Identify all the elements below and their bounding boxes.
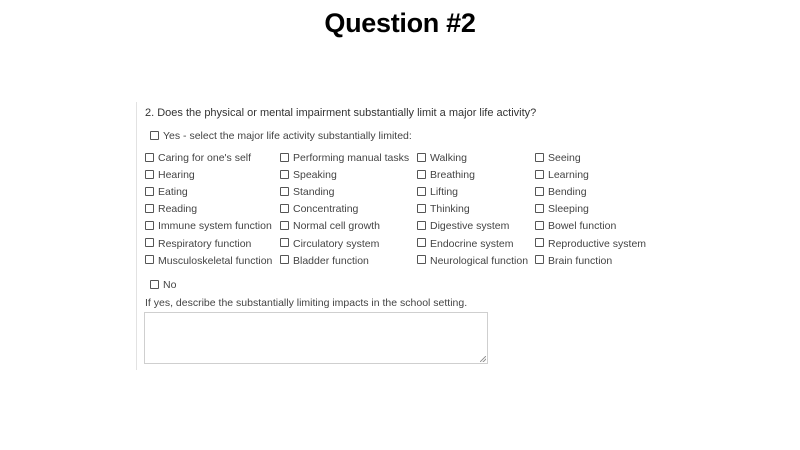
activity-checkbox[interactable]	[145, 204, 154, 213]
activity-checkbox[interactable]	[535, 170, 544, 179]
activity-checkbox[interactable]	[145, 238, 154, 247]
activity-label: Endocrine system	[430, 237, 514, 250]
activity-checkbox[interactable]	[280, 187, 289, 196]
yes-checkbox[interactable]	[150, 131, 159, 140]
describe-label: If yes, describe the substantially limiting impacts in the school setting.	[145, 297, 468, 309]
activity-checkbox[interactable]	[280, 170, 289, 179]
slide-title: Question #2	[324, 8, 476, 38]
activity-label: Breathing	[430, 169, 475, 182]
activity-checkbox[interactable]	[280, 221, 289, 230]
activity-option[interactable]	[535, 168, 589, 182]
activity-option[interactable]	[280, 202, 358, 216]
activity-option[interactable]	[535, 202, 589, 216]
activity-checkbox[interactable]	[417, 204, 426, 213]
activity-label: Lifting	[430, 186, 459, 199]
activity-label: Walking	[430, 152, 467, 164]
question-text: 2. Does the physical or mental impairment substantially limit a major life activity?	[145, 107, 537, 119]
activity-option[interactable]	[145, 202, 197, 216]
activity-checkbox[interactable]	[535, 187, 544, 196]
activity-label: Eating	[158, 186, 188, 199]
activity-label: Thinking	[430, 203, 470, 216]
activity-option[interactable]	[417, 219, 509, 233]
activity-option[interactable]	[145, 219, 272, 233]
activity-label: Immune system function	[158, 220, 272, 233]
activity-checkbox[interactable]	[280, 153, 289, 162]
activity-checkbox[interactable]	[535, 221, 544, 230]
activity-checkbox[interactable]	[417, 255, 426, 264]
activity-option[interactable]	[145, 151, 251, 165]
activity-label: Caring for one's self	[158, 152, 252, 164]
yes-option[interactable]	[150, 129, 412, 143]
activity-option[interactable]	[145, 237, 251, 251]
no-option[interactable]	[150, 278, 176, 292]
activity-label: Brain function	[548, 254, 613, 267]
activity-checkbox[interactable]	[417, 153, 426, 162]
activity-checkbox[interactable]	[535, 255, 544, 264]
activity-label: Digestive system	[430, 220, 510, 233]
activity-option[interactable]	[145, 185, 188, 199]
activity-option[interactable]	[417, 202, 470, 216]
activity-option[interactable]	[535, 151, 581, 165]
activity-label: Reproductive system	[548, 237, 647, 250]
activity-checkbox[interactable]	[145, 255, 154, 264]
activity-checkbox[interactable]	[280, 255, 289, 264]
activity-label: Standing	[293, 186, 335, 199]
no-label: No	[163, 279, 177, 291]
activity-option[interactable]	[417, 237, 513, 251]
activity-checkbox[interactable]	[417, 221, 426, 230]
describe-textarea[interactable]	[144, 312, 488, 364]
activity-label: Bladder function	[293, 254, 369, 267]
activity-label: Learning	[548, 169, 589, 182]
activity-label: Concentrating	[293, 203, 359, 216]
activity-option[interactable]	[535, 185, 587, 199]
activity-checkbox[interactable]	[145, 153, 154, 162]
no-checkbox[interactable]	[150, 280, 159, 289]
activity-label: Musculoskeletal function	[158, 254, 273, 267]
activity-label: Circulatory system	[293, 237, 380, 250]
activity-checkbox[interactable]	[535, 204, 544, 213]
activity-checkbox[interactable]	[145, 221, 154, 230]
activity-label: Reading	[158, 203, 198, 216]
activity-checkbox[interactable]	[417, 187, 426, 196]
activity-label: Speaking	[293, 169, 337, 182]
activity-option[interactable]	[417, 168, 475, 182]
activity-label: Bending	[548, 186, 587, 199]
activity-label: Bowel function	[548, 220, 617, 233]
activity-label: Performing manual tasks	[293, 152, 410, 164]
activity-checkbox[interactable]	[417, 170, 426, 179]
activity-option[interactable]	[280, 219, 380, 233]
activity-checkbox[interactable]	[417, 238, 426, 247]
activity-option[interactable]	[535, 219, 616, 233]
activity-option[interactable]	[280, 151, 409, 165]
activity-label: Seeing	[548, 152, 581, 164]
activity-option[interactable]	[280, 168, 337, 182]
activity-label: Normal cell growth	[293, 220, 380, 233]
activity-option[interactable]	[417, 185, 458, 199]
activity-option[interactable]	[535, 254, 612, 268]
activity-option[interactable]	[145, 254, 272, 268]
activity-label: Hearing	[158, 169, 195, 182]
yes-label: Yes - select the major life activity substantially limited:	[163, 130, 412, 142]
activity-checkbox[interactable]	[145, 170, 154, 179]
activity-checkbox[interactable]	[280, 204, 289, 213]
activity-option[interactable]	[417, 254, 528, 268]
activity-option[interactable]	[535, 237, 646, 251]
activity-label: Neurological function	[430, 254, 529, 267]
activity-checkbox[interactable]	[535, 153, 544, 162]
activity-option[interactable]	[280, 185, 334, 199]
activity-label: Sleeping	[548, 203, 589, 216]
activity-checkbox[interactable]	[280, 238, 289, 247]
activity-checkbox[interactable]	[145, 187, 154, 196]
activity-option[interactable]	[417, 151, 467, 165]
activity-option[interactable]	[280, 237, 379, 251]
activity-option[interactable]	[280, 254, 369, 268]
resize-grip-icon[interactable]	[480, 356, 486, 362]
activity-option[interactable]	[145, 168, 195, 182]
activity-label: Respiratory function	[158, 237, 252, 250]
activity-checkbox[interactable]	[535, 238, 544, 247]
